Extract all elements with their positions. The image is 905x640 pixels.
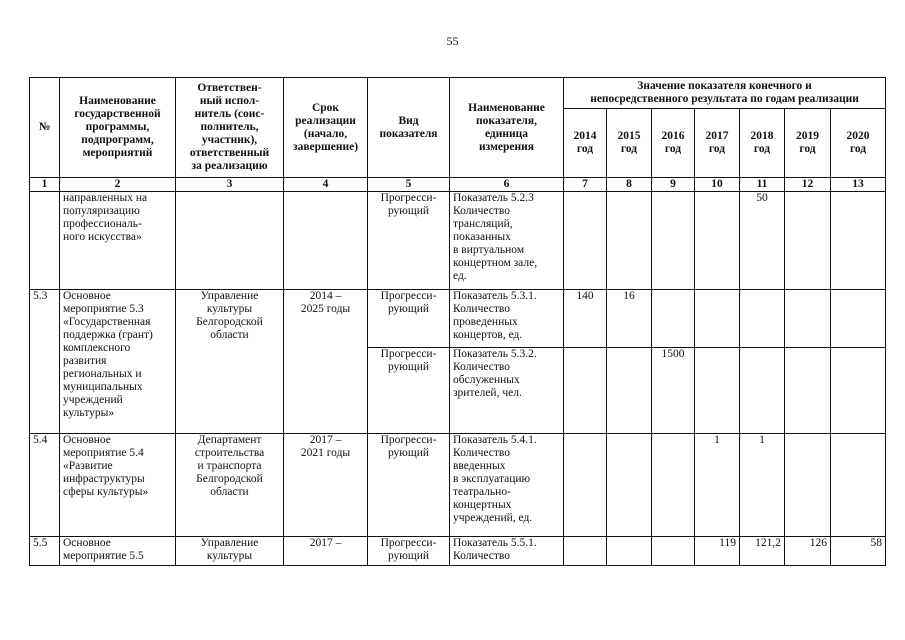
column-number: 5: [368, 178, 450, 192]
value-cell: 119: [695, 537, 740, 566]
indicator-table: [29, 77, 886, 566]
column-number: 6: [450, 178, 564, 192]
kind-cell: Прогресси- рующий: [368, 434, 450, 537]
row-number: 5.4: [30, 434, 60, 537]
header-term: Срок реализации (начало, завершение): [284, 78, 368, 178]
kind-cell: Прогресси- рующий: [368, 290, 450, 348]
value-cell: [564, 434, 607, 537]
header-kind: Вид показателя: [368, 78, 450, 178]
column-number: 11: [740, 178, 785, 192]
header-values-group: Значение показателя конечного и непосредственного результата по годам реализации: [564, 78, 886, 109]
column-number: 1: [30, 178, 60, 192]
value-cell: [652, 192, 695, 290]
kind-cell: Прогресси- рующий: [368, 192, 450, 290]
value-cell: 58: [831, 537, 886, 566]
value-cell: 1: [740, 434, 785, 537]
table-row: [30, 434, 886, 537]
column-numbers-row: [30, 178, 886, 192]
value-cell: [831, 348, 886, 434]
header-year: 2015 год: [607, 109, 652, 178]
value-cell: [652, 290, 695, 348]
program-name-cell: направленных на популяризацию профессиональ- ного искусства»: [60, 192, 176, 290]
value-cell: 1: [695, 434, 740, 537]
page-number: 55: [446, 34, 459, 48]
column-number: 13: [831, 178, 886, 192]
value-cell: [785, 434, 831, 537]
value-cell: [785, 348, 831, 434]
value-cell: [652, 434, 695, 537]
header-year: 2018 год: [740, 109, 785, 178]
value-cell: [831, 192, 886, 290]
kind-cell: Прогресси- рующий: [368, 348, 450, 434]
column-number: 3: [176, 178, 284, 192]
value-cell: [607, 348, 652, 434]
value-cell: [564, 537, 607, 566]
value-cell: [740, 290, 785, 348]
value-cell: [564, 348, 607, 434]
column-number: 8: [607, 178, 652, 192]
value-cell: [785, 290, 831, 348]
table-row: [30, 537, 886, 566]
column-number: 4: [284, 178, 368, 192]
kind-cell: Прогресси- рующий: [368, 537, 450, 566]
indicator-cell: Показатель 5.4.1. Количество введенных в эксплуатацию театрально- концертных учреждений, ед.: [450, 434, 564, 537]
program-name-cell: Основное мероприятие 5.5: [60, 537, 176, 566]
value-cell: 50: [740, 192, 785, 290]
program-name-cell: Основное мероприятие 5.4 «Развитие инфраструктуры сферы культуры»: [60, 434, 176, 537]
value-cell: [695, 290, 740, 348]
header-no: №: [30, 78, 60, 178]
header-year: 2016 год: [652, 109, 695, 178]
value-cell: 140: [564, 290, 607, 348]
value-cell: [564, 192, 607, 290]
value-cell: [695, 192, 740, 290]
row-number: 5.5: [30, 537, 60, 566]
indicator-cell: Показатель 5.3.2. Количество обслуженных зрителей, чел.: [450, 348, 564, 434]
term-cell: 2017 –: [284, 537, 368, 566]
value-cell: [740, 348, 785, 434]
value-cell: [607, 434, 652, 537]
value-cell: [831, 290, 886, 348]
column-number: 2: [60, 178, 176, 192]
row-number: 5.3: [30, 290, 60, 434]
column-number: 12: [785, 178, 831, 192]
value-cell: [607, 192, 652, 290]
header-indicator: Наименование показателя, единица измерения: [450, 78, 564, 178]
value-cell: [831, 434, 886, 537]
indicator-cell: Показатель 5.3.1. Количество проведенных концертов, ед.: [450, 290, 564, 348]
column-number: 7: [564, 178, 607, 192]
row-number: [30, 192, 60, 290]
table-row: [30, 290, 886, 348]
value-cell: [695, 348, 740, 434]
value-cell: 126: [785, 537, 831, 566]
table-row: [30, 192, 886, 290]
header-year: 2017 год: [695, 109, 740, 178]
value-cell: [785, 192, 831, 290]
responsible-cell: Управление культуры Белгородской области: [176, 290, 284, 434]
responsible-cell: [176, 192, 284, 290]
responsible-cell: Департамент строительства и транспорта Белгородской области: [176, 434, 284, 537]
value-cell: 121,2: [740, 537, 785, 566]
program-name-cell: Основное мероприятие 5.3 «Государственная поддержка (грант) комплексного развития региональных и муниципальных учреждений культуры»: [60, 290, 176, 434]
term-cell: [284, 192, 368, 290]
value-cell: [607, 537, 652, 566]
indicator-cell: Показатель 5.5.1. Количество: [450, 537, 564, 566]
responsible-cell: Управление культуры: [176, 537, 284, 566]
value-cell: [652, 537, 695, 566]
term-cell: 2014 – 2025 годы: [284, 290, 368, 434]
header-year: 2019 год: [785, 109, 831, 178]
column-number: 9: [652, 178, 695, 192]
header-program-name: Наименование государственной программы, подпрограмм, мероприятий: [60, 78, 176, 178]
column-number: 10: [695, 178, 740, 192]
value-cell: 16: [607, 290, 652, 348]
header-year: 2020 год: [831, 109, 886, 178]
term-cell: 2017 – 2021 годы: [284, 434, 368, 537]
indicator-cell: Показатель 5.2.3 Количество трансляций, показанных в виртуальном концертном зале, ед.: [450, 192, 564, 290]
value-cell: 1500: [652, 348, 695, 434]
header-year: 2014 год: [564, 109, 607, 178]
header-responsible: Ответствен- ный испол- нитель (соис- полнитель, участник), ответственный за реализацию: [176, 78, 284, 178]
